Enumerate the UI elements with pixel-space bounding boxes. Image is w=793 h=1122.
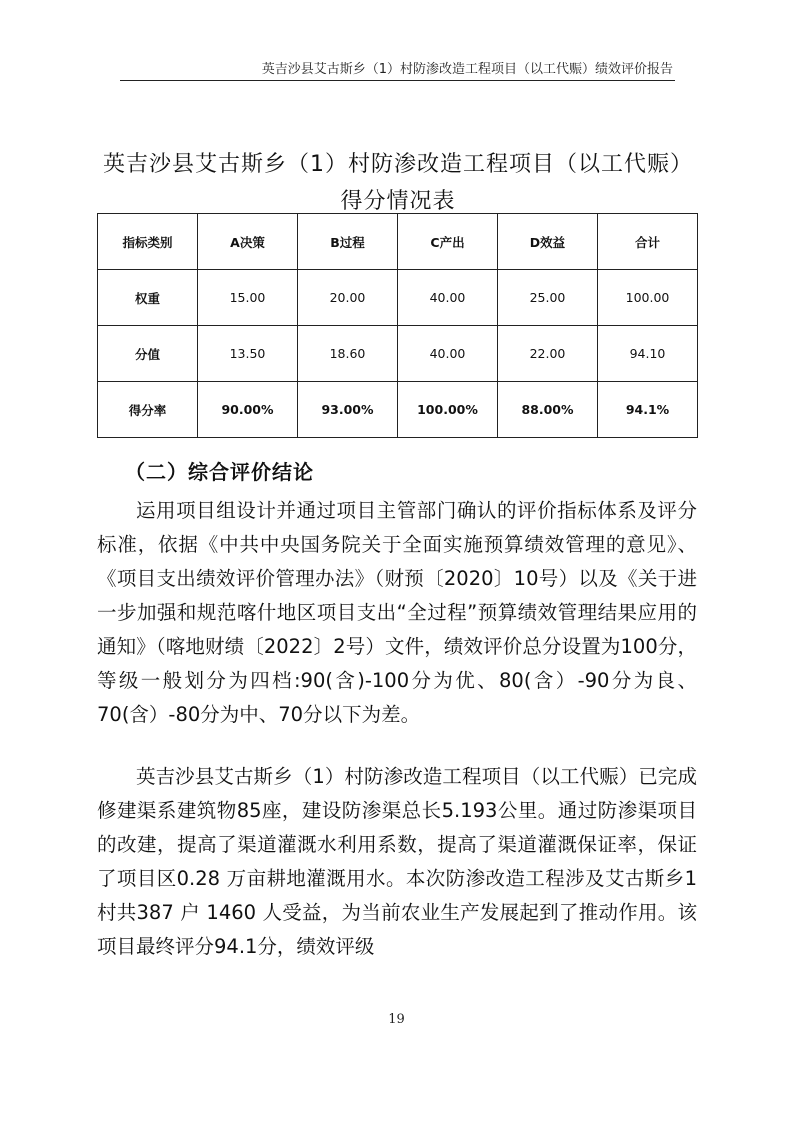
table-cell: 93.00%: [298, 382, 398, 438]
table-cell: 13.50: [198, 326, 298, 382]
body-paragraph: 英吉沙县艾古斯乡（1）村防渗改造工程项目（以工代赈）已完成修建渠系建筑物85座，建设防渗渠总长5.193公里。通过防渗渠项目的改建，提高了渠道灌溉水利用系数，提高了渠道灌溉保证率，保证了项目区0.28 万亩耕地灌溉用水。本次防渗改造工程涉及艾古斯乡1村共387 户 1460 人受益，为当前农业生产发展起到了推动作用。该项目最终评分94.1分，绩效评级: [97, 765, 697, 958]
table-cell: 20.00: [298, 270, 398, 326]
table-cell: 90.00%: [198, 382, 298, 438]
table-cell: 25.00: [498, 270, 598, 326]
table-cell: 40.00: [398, 270, 498, 326]
header-rule: [120, 80, 675, 81]
table-row: [98, 326, 698, 382]
table-cell: 22.00: [498, 326, 598, 382]
body-paragraph: 运用项目组设计并通过项目主管部门确认的评价指标体系及评分标准，依据《中共中央国务院关于全面实施预算绩效管理的意见》、《项目支出绩效评价管理办法》（财预〔2020〕10号）以及《关于进一步加强和规范喀什地区项目支出“全过程”预算绩效管理结果应用的通知》（喀地财绩〔2022〕2号）文件，绩效评价总分设置为100分，等级一般划分为四档:90(含)-100分为优、80(含）-90分为良、70(含）-80分为中、70分以下为差。: [97, 499, 697, 726]
table-cell: 15.00: [198, 270, 298, 326]
row-label: 权重: [98, 270, 198, 326]
table-cell: 94.1%: [598, 382, 698, 438]
running-header: 英吉沙县艾古斯乡（1）村防渗改造工程项目（以工代赈）绩效评价报告: [261, 62, 673, 77]
table-cell: 18.60: [298, 326, 398, 382]
table-cell: 88.00%: [498, 382, 598, 438]
table-cell: 94.10: [598, 326, 698, 382]
table-header-row: [98, 214, 698, 270]
table-cell: 40.00: [398, 326, 498, 382]
column-header: C产出: [398, 214, 498, 270]
score-table: [97, 213, 698, 438]
section-heading: （二）综合评价结论: [125, 460, 314, 484]
table-row: [98, 382, 698, 438]
column-header: 合计: [598, 214, 698, 270]
column-header: B过程: [298, 214, 398, 270]
table-cell: 100.00: [598, 270, 698, 326]
table-title: 英吉沙县艾古斯乡（1）村防渗改造工程项目（以工代赈）得分情况表: [103, 152, 693, 214]
page-number: 19: [388, 1012, 405, 1027]
table-cell: 100.00%: [398, 382, 498, 438]
row-label: 得分率: [98, 382, 198, 438]
column-header: 指标类别: [98, 214, 198, 270]
column-header: D效益: [498, 214, 598, 270]
column-header: A决策: [198, 214, 298, 270]
table-row: [98, 270, 698, 326]
row-label: 分值: [98, 326, 198, 382]
